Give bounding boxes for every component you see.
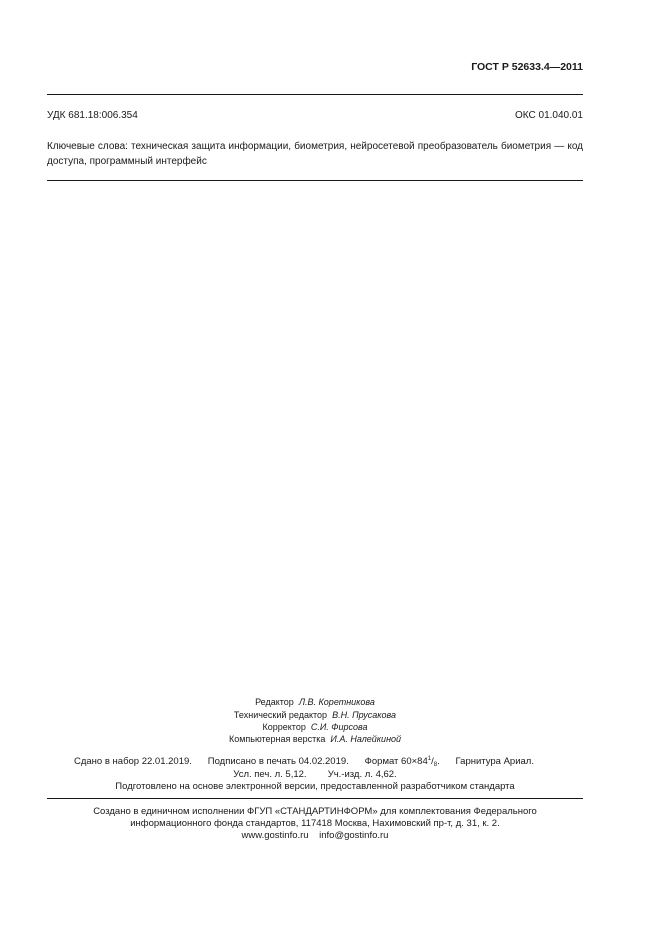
format-suffix: . <box>437 756 440 767</box>
format-denominator: 8 <box>433 762 438 768</box>
divider-footer <box>47 798 583 799</box>
standard-number: ГОСТ Р 52633.4—2011 <box>471 61 583 73</box>
credit-tech-editor <box>47 710 583 720</box>
signed-date: Подписано в печать 04.02.2019. <box>207 756 349 767</box>
footer-contacts <box>47 829 583 842</box>
typeface: Гарнитура Ариал. <box>455 756 534 767</box>
publication-line <box>74 756 534 768</box>
format-slash: / <box>431 756 434 767</box>
prepared-note: Подготовлено на основе электронной версии, предоставленной разработчиком стандарта <box>115 781 515 792</box>
credit-corrector <box>47 722 583 732</box>
editor-role: Редактор <box>255 697 294 707</box>
corrector-name: С.И. Фирсова <box>310 722 368 732</box>
publish-sheets: Уч.-изд. л. 4,62. <box>327 769 397 780</box>
layout-name: И.А. Налейкиной <box>330 734 402 744</box>
tech-editor-name: В.Н. Прусакова <box>332 710 397 720</box>
editor-name: Л.В. Коретникова <box>298 697 375 707</box>
website-link[interactable]: www.gostinfo.ru <box>241 830 309 841</box>
keywords: Ключевые слова: техническая защита информации, биометрия, нейросетевой преобразователь биометрия — код доступа, программный интерфейс <box>47 141 583 167</box>
sheets-line <box>47 769 583 780</box>
tech-editor-role: Технический редактор <box>233 710 328 720</box>
format-prefix: Формат 60×84 <box>364 756 428 767</box>
credit-editor <box>47 697 583 707</box>
submitted-date: Сдано в набор 22.01.2019. <box>74 756 192 767</box>
layout-role: Компьютерная верстка <box>228 734 326 744</box>
divider-keywords <box>47 180 583 181</box>
oks-code: ОКС 01.040.01 <box>515 110 583 121</box>
udk-code: УДК 681.18:006.354 <box>47 110 138 121</box>
format-numerator: 1 <box>427 756 432 762</box>
footer-line2: информационного фонда стандартов, 117418 Москва, Нахимовский пр-т, д. 31, к. 2. <box>130 818 500 829</box>
print-sheets: Усл. печ. л. 5,12. <box>233 769 307 780</box>
divider-top <box>47 94 583 95</box>
credit-layout <box>47 734 583 744</box>
email-link[interactable]: info@gostinfo.ru <box>319 830 389 841</box>
footer-line1: Создано в единичном исполнении ФГУП «СТАНДАРТИНФОРМ» для комплектования Федерального <box>93 806 537 817</box>
corrector-role: Корректор <box>262 722 306 732</box>
